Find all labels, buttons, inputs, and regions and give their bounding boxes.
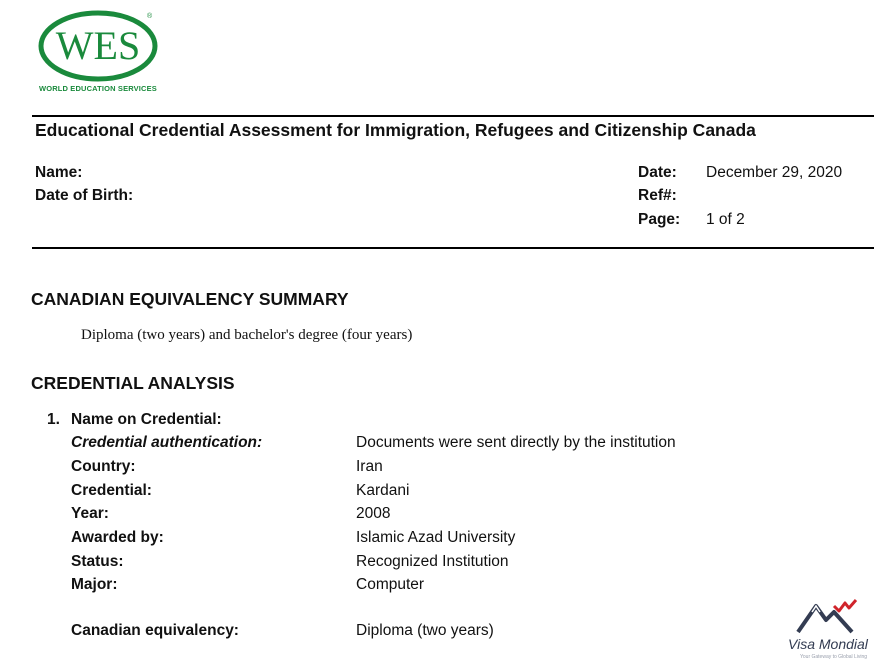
field-value-major: Computer [356,576,425,593]
svg-text:®: ® [147,13,153,20]
page-label: Page: [638,211,681,228]
field-label-credential: Credential: [71,482,152,499]
visa-mondial-tagline: Your Gateway to Global Living [800,654,868,660]
equivalency-value: Diploma (two years) [356,622,494,639]
page-value: 1 of 2 [706,211,745,228]
header-bottom-rule [32,247,874,249]
header-top-rule [32,115,874,117]
field-value-authentication: Documents were sent directly by the institution [356,434,676,451]
field-label-year: Year: [71,505,109,522]
wes-wordmark: WES [55,23,141,68]
wes-tagline: WORLD EDUCATION SERVICES [39,84,157,93]
field-value-credential: Kardani [356,482,410,499]
dob-label: Date of Birth: [35,187,134,204]
summary-heading: CANADIAN EQUIVALENCY SUMMARY [31,289,349,309]
visa-mondial-name: Visa Mondial [788,636,868,652]
field-label-status: Status: [71,553,124,570]
analysis-heading: CREDENTIAL ANALYSIS [31,373,235,393]
field-label-authentication: Credential authentication: [71,434,263,451]
wes-logo-mark [36,8,166,88]
name-label: Name: [35,164,83,181]
field-value-status: Recognized Institution [356,553,509,570]
date-value: December 29, 2020 [706,164,843,181]
name-on-credential-label: Name on Credential: [71,411,222,428]
ref-label: Ref#: [638,187,677,204]
field-value-year: 2008 [356,505,391,522]
equivalency-label: Canadian equivalency: [71,622,239,639]
document-title: Educational Credential Assessment for Immigration, Refugees and Citizenship Canada [35,120,756,140]
field-label-major: Major: [71,576,118,593]
field-label-awarded-by: Awarded by: [71,529,164,546]
item-number: 1. [47,411,60,428]
summary-text: Diploma (two years) and bachelor's degree (four years) [81,327,413,343]
field-value-country: Iran [356,458,383,475]
field-value-awarded-by: Islamic Azad University [356,529,516,546]
mountain-icon [782,594,882,638]
date-label: Date: [638,164,677,181]
field-label-country: Country: [71,458,136,475]
wes-logo [36,8,166,96]
